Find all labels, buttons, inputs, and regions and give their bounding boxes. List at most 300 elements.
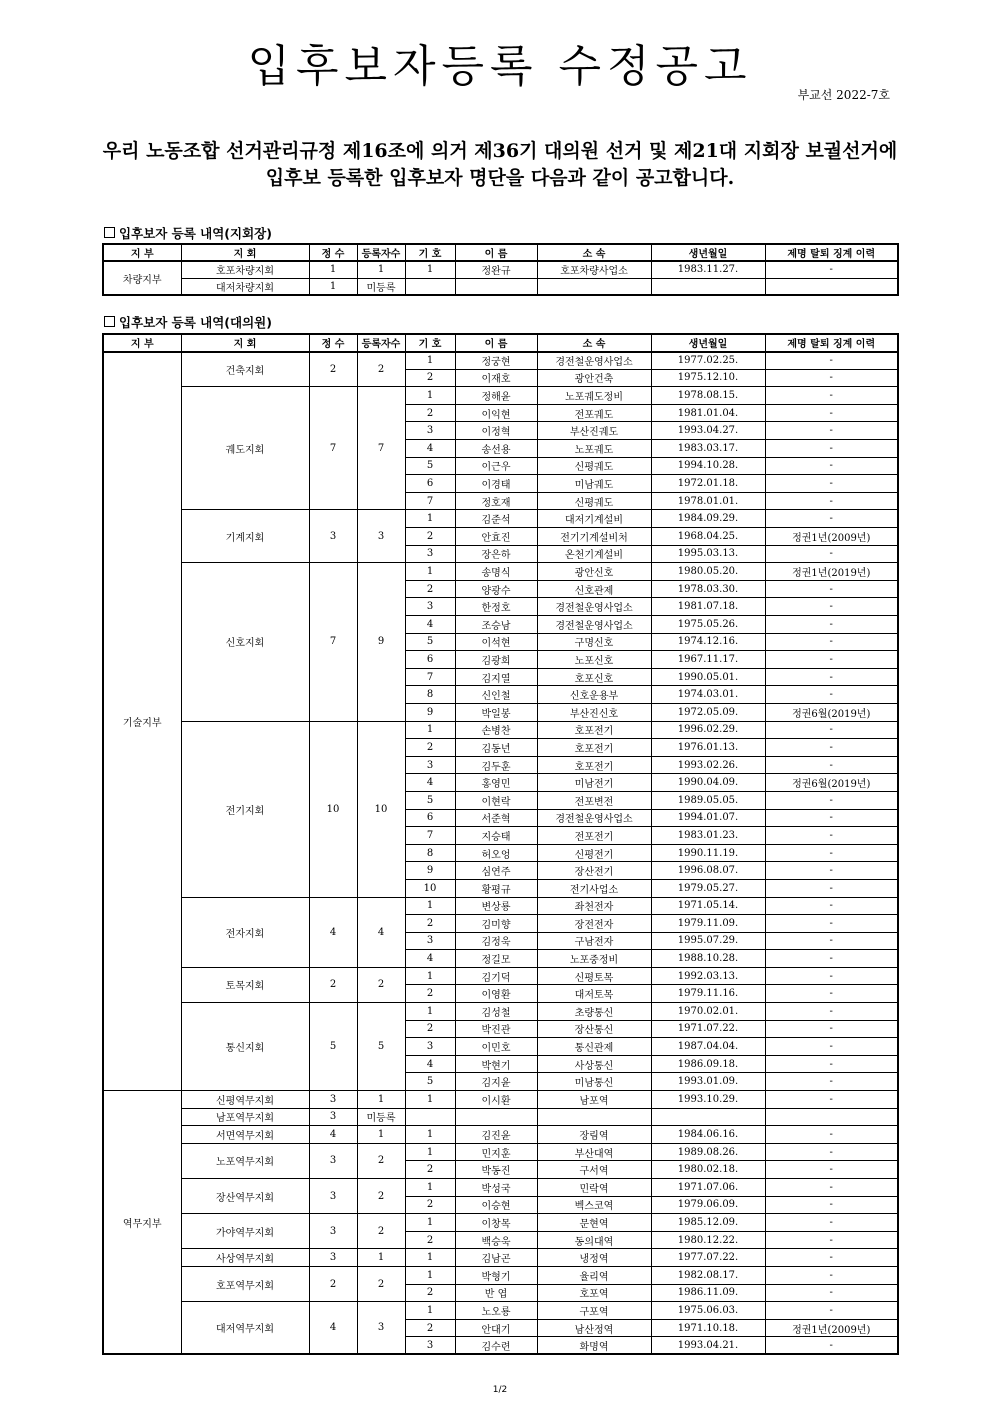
candidate-discipline-record: - — [765, 1143, 898, 1161]
candidate-affiliation: 전포변전 — [537, 791, 651, 809]
header-affiliation: 소 속 — [537, 244, 651, 261]
candidate-name: 정해윤 — [455, 387, 537, 405]
candidate-affiliation: 광안신호 — [537, 563, 651, 581]
candidate-number: 4 — [405, 1055, 455, 1073]
candidate-discipline-record: 정권6월(2019년) — [765, 703, 898, 721]
candidate-number: 3 — [405, 545, 455, 563]
candidate-number: 2 — [405, 580, 455, 598]
registered-count-cell: 3 — [357, 1302, 405, 1355]
candidate-affiliation: 전기사업소 — [537, 879, 651, 897]
candidate-name: 김남곤 — [455, 1249, 537, 1267]
candidate-number: 2 — [405, 1284, 455, 1302]
candidate-discipline-record: - — [765, 1284, 898, 1302]
candidate-name: 박동진 — [455, 1161, 537, 1179]
candidate-number: 3 — [405, 932, 455, 950]
candidate-number: 2 — [405, 1196, 455, 1214]
candidate-discipline-record: - — [765, 756, 898, 774]
candidate-affiliation: 장산전기 — [537, 862, 651, 880]
candidate-discipline-record: 정권1년(2019년) — [765, 563, 898, 581]
branch-cell: 역무지부 — [103, 1091, 181, 1355]
registered-count-cell: 1 — [357, 1126, 405, 1144]
candidate-name: 김동년 — [455, 739, 537, 757]
candidate-number: 2 — [405, 739, 455, 757]
empty-cell — [765, 278, 898, 295]
candidate-affiliation: 신호관제 — [537, 580, 651, 598]
candidate-name: 정완규 — [455, 261, 537, 278]
candidate-number: 1 — [405, 1179, 455, 1197]
header-birthdate: 생년월일 — [651, 334, 765, 352]
candidate-affiliation: 대저토목 — [537, 985, 651, 1003]
header-branch: 지 부 — [103, 244, 181, 261]
table-row — [103, 1108, 898, 1126]
candidate-birthdate: 1993.10.29. — [651, 1091, 765, 1109]
candidate-affiliation: 경전철운영사업소 — [537, 809, 651, 827]
candidate-birthdate: 1979.11.09. — [651, 915, 765, 933]
candidate-discipline-record: - — [765, 844, 898, 862]
empty-cell — [765, 1108, 898, 1126]
candidate-discipline-record: - — [765, 1126, 898, 1144]
header-name: 이 름 — [455, 334, 537, 352]
checkbox-icon — [104, 316, 115, 327]
candidate-discipline-record: - — [765, 440, 898, 458]
candidate-name: 안효진 — [455, 528, 537, 546]
candidate-number: 2 — [405, 1319, 455, 1337]
candidate-name: 변상룡 — [455, 897, 537, 915]
candidate-discipline-record: - — [765, 1231, 898, 1249]
candidate-birthdate: 1992.03.13. — [651, 967, 765, 985]
section-title-text: 입후보자 등록 내역(지회장) — [119, 226, 272, 241]
candidate-name: 안대기 — [455, 1319, 537, 1337]
candidate-name: 김성철 — [455, 1003, 537, 1021]
candidate-affiliation: 부산진신호 — [537, 703, 651, 721]
quota-cell: 3 — [309, 1179, 357, 1214]
candidate-discipline-record: - — [765, 1196, 898, 1214]
candidate-affiliation: 구남전자 — [537, 932, 651, 950]
candidate-number: 1 — [405, 563, 455, 581]
candidate-name: 이익현 — [455, 404, 537, 422]
candidate-discipline-record: - — [765, 897, 898, 915]
candidate-discipline-record: - — [765, 404, 898, 422]
candidate-affiliation: 미남통신 — [537, 1073, 651, 1091]
candidate-name: 지승태 — [455, 827, 537, 845]
candidate-affiliation: 전포전기 — [537, 827, 651, 845]
candidate-name: 이영환 — [455, 985, 537, 1003]
candidate-affiliation: 남산정역 — [537, 1319, 651, 1337]
candidate-name: 장은하 — [455, 545, 537, 563]
candidate-name: 손병찬 — [455, 721, 537, 739]
candidate-affiliation: 벡스코역 — [537, 1196, 651, 1214]
candidate-name: 이석현 — [455, 633, 537, 651]
candidate-number: 1 — [405, 387, 455, 405]
candidate-birthdate: 1972.05.09. — [651, 703, 765, 721]
candidate-number: 5 — [405, 791, 455, 809]
candidate-number: 1 — [405, 352, 455, 370]
candidate-discipline-record: - — [765, 686, 898, 704]
branch-chief-candidates-table — [102, 243, 899, 296]
chapter-cell: 서면역무지회 — [181, 1126, 309, 1144]
candidate-number: 5 — [405, 633, 455, 651]
candidate-name: 신인철 — [455, 686, 537, 704]
candidate-discipline-record: - — [765, 1038, 898, 1056]
candidate-affiliation: 호포차량사업소 — [537, 261, 651, 278]
table-row — [103, 1126, 898, 1144]
header-number: 기 호 — [405, 334, 455, 352]
candidate-birthdate: 1988.10.28. — [651, 950, 765, 968]
candidate-number: 4 — [405, 950, 455, 968]
candidate-number: 1 — [405, 1302, 455, 1320]
candidate-affiliation: 사상통신 — [537, 1055, 651, 1073]
candidate-discipline-record: - — [765, 827, 898, 845]
candidate-discipline-record: - — [765, 369, 898, 387]
candidate-birthdate: 1993.04.21. — [651, 1337, 765, 1355]
page-title: 입후보자등록 수정공고 — [247, 41, 753, 92]
empty-cell — [455, 278, 537, 295]
candidate-affiliation: 구명신호 — [537, 633, 651, 651]
candidate-birthdate: 1977.07.22. — [651, 1249, 765, 1267]
candidate-number: 3 — [405, 422, 455, 440]
candidate-affiliation: 경전철운영사업소 — [537, 352, 651, 370]
table-row — [103, 387, 898, 405]
candidate-name: 박성국 — [455, 1179, 537, 1197]
candidate-discipline-record: 정권1년(2009년) — [765, 528, 898, 546]
table-row — [103, 967, 898, 985]
candidate-discipline-record: - — [765, 261, 898, 278]
candidate-birthdate: 1989.05.05. — [651, 791, 765, 809]
chapter-cell: 사상역무지회 — [181, 1249, 309, 1267]
header-affiliation: 소 속 — [537, 334, 651, 352]
candidate-name: 송명식 — [455, 563, 537, 581]
header-count: 등록자수 — [357, 244, 405, 261]
candidate-affiliation: 전포궤도 — [537, 404, 651, 422]
branch-cell: 기술지부 — [103, 352, 181, 1091]
registered-count-cell: 2 — [357, 1214, 405, 1249]
candidate-affiliation: 전기기계설비처 — [537, 528, 651, 546]
candidate-discipline-record: - — [765, 651, 898, 669]
quota-cell: 3 — [309, 510, 357, 563]
chapter-cell: 장산역무지회 — [181, 1179, 309, 1214]
candidate-name: 백승욱 — [455, 1231, 537, 1249]
candidate-name: 이재호 — [455, 369, 537, 387]
candidate-name: 이시환 — [455, 1091, 537, 1109]
candidate-name: 정궁현 — [455, 352, 537, 370]
candidate-number: 2 — [405, 528, 455, 546]
candidate-name: 박진관 — [455, 1020, 537, 1038]
candidate-number: 1 — [405, 1249, 455, 1267]
candidate-affiliation: 율리역 — [537, 1266, 651, 1284]
candidate-number: 2 — [405, 1161, 455, 1179]
candidate-affiliation: 노포중정비 — [537, 950, 651, 968]
candidate-name: 김두훈 — [455, 756, 537, 774]
candidate-birthdate: 1989.08.26. — [651, 1143, 765, 1161]
candidate-affiliation: 동의대역 — [537, 1231, 651, 1249]
candidate-affiliation: 경전철운영사업소 — [537, 598, 651, 616]
chapter-cell: 신호지회 — [181, 563, 309, 721]
candidate-birthdate: 1993.04.27. — [651, 422, 765, 440]
candidate-birthdate: 1976.01.13. — [651, 739, 765, 757]
candidate-discipline-record: - — [765, 598, 898, 616]
candidate-discipline-record: - — [765, 1091, 898, 1109]
table-row — [103, 1266, 898, 1284]
quota-cell: 4 — [309, 1126, 357, 1144]
candidate-affiliation: 노포신호 — [537, 651, 651, 669]
candidate-birthdate: 1995.03.13. — [651, 545, 765, 563]
candidate-birthdate: 1990.11.19. — [651, 844, 765, 862]
table-row — [103, 1003, 898, 1021]
candidate-birthdate: 1981.01.04. — [651, 404, 765, 422]
empty-cell — [405, 1108, 455, 1126]
candidate-discipline-record: - — [765, 387, 898, 405]
empty-cell — [651, 278, 765, 295]
candidate-name: 이승현 — [455, 1196, 537, 1214]
header-row — [103, 244, 898, 261]
candidate-number: 1 — [405, 1266, 455, 1284]
candidate-affiliation: 장전전자 — [537, 915, 651, 933]
candidate-name: 허오엉 — [455, 844, 537, 862]
candidate-name: 김진윤 — [455, 1126, 537, 1144]
chapter-cell: 남포역무지회 — [181, 1108, 309, 1126]
table-row — [103, 278, 898, 295]
candidate-number: 1 — [405, 1091, 455, 1109]
quota-cell: 2 — [309, 967, 357, 1002]
candidate-name: 김지열 — [455, 668, 537, 686]
candidate-birthdate: 1983.03.17. — [651, 440, 765, 458]
candidate-number: 1 — [405, 1126, 455, 1144]
candidate-affiliation: 호포전기 — [537, 721, 651, 739]
section-title-branch-chief — [104, 224, 272, 242]
chapter-cell: 기계지회 — [181, 510, 309, 563]
candidate-number: 1 — [405, 510, 455, 528]
candidate-affiliation: 냉정역 — [537, 1249, 651, 1267]
candidate-birthdate: 1975.12.10. — [651, 369, 765, 387]
candidate-number: 7 — [405, 492, 455, 510]
candidate-birthdate: 1993.01.09. — [651, 1073, 765, 1091]
chapter-cell: 대저차량지회 — [181, 278, 309, 295]
candidate-affiliation: 초량통신 — [537, 1003, 651, 1021]
candidate-number: 2 — [405, 985, 455, 1003]
candidate-birthdate: 1971.07.06. — [651, 1179, 765, 1197]
header-chapter: 지 회 — [181, 244, 309, 261]
candidate-discipline-record: - — [765, 809, 898, 827]
registered-count-cell: 2 — [357, 1179, 405, 1214]
candidate-birthdate: 1975.06.03. — [651, 1302, 765, 1320]
candidate-birthdate: 1977.02.25. — [651, 352, 765, 370]
candidate-birthdate: 1987.04.04. — [651, 1038, 765, 1056]
candidate-discipline-record: - — [765, 967, 898, 985]
candidate-number: 2 — [405, 1231, 455, 1249]
candidate-birthdate: 1996.02.29. — [651, 721, 765, 739]
table-row — [103, 1249, 898, 1267]
empty-cell — [537, 1108, 651, 1126]
candidate-affiliation: 미남궤도 — [537, 475, 651, 493]
candidate-number: 1 — [405, 897, 455, 915]
table-row — [103, 1179, 898, 1197]
header-branch: 지 부 — [103, 334, 181, 352]
chapter-cell: 호포차량지회 — [181, 261, 309, 278]
candidate-discipline-record: - — [765, 1020, 898, 1038]
candidate-birthdate: 1985.12.09. — [651, 1214, 765, 1232]
candidate-birthdate: 1984.06.16. — [651, 1126, 765, 1144]
registered-count-cell: 5 — [357, 1003, 405, 1091]
table-row — [103, 352, 898, 370]
quota-cell: 5 — [309, 1003, 357, 1091]
candidate-number: 4 — [405, 616, 455, 634]
candidate-discipline-record: - — [765, 1073, 898, 1091]
empty-cell — [455, 1108, 537, 1126]
quota-cell: 1 — [309, 261, 357, 278]
registered-count-cell: 2 — [357, 352, 405, 387]
registered-count-cell: 9 — [357, 563, 405, 721]
header-name: 이 름 — [455, 244, 537, 261]
header-row — [103, 334, 898, 352]
candidate-birthdate: 1980.05.20. — [651, 563, 765, 581]
candidate-birthdate: 1983.01.23. — [651, 827, 765, 845]
chapter-cell: 건축지회 — [181, 352, 309, 387]
candidate-discipline-record: - — [765, 1249, 898, 1267]
table-row — [103, 510, 898, 528]
quota-cell: 4 — [309, 897, 357, 967]
candidate-birthdate: 1975.05.26. — [651, 616, 765, 634]
intro-paragraph: 우리 노동조합 선거관리규정 제16조에 의거 제36기 대의원 선거 및 제21대 지회장 보궐선거에 입후보 등록한 입후보자 명단을 다음과 같이 공고합니다. — [102, 140, 898, 189]
candidate-discipline-record: - — [765, 985, 898, 1003]
candidate-name: 박형기 — [455, 1266, 537, 1284]
candidate-affiliation: 노포궤도정비 — [537, 387, 651, 405]
candidate-number: 9 — [405, 862, 455, 880]
quota-cell: 3 — [309, 1108, 357, 1126]
candidate-affiliation: 대저기계설비 — [537, 510, 651, 528]
candidate-number: 5 — [405, 457, 455, 475]
candidate-affiliation: 민락역 — [537, 1179, 651, 1197]
candidate-birthdate: 1986.11.09. — [651, 1284, 765, 1302]
candidate-affiliation: 온천기계설비 — [537, 545, 651, 563]
candidate-discipline-record: - — [765, 422, 898, 440]
candidate-birthdate: 1967.11.17. — [651, 651, 765, 669]
candidate-name: 김미향 — [455, 915, 537, 933]
candidate-number: 7 — [405, 827, 455, 845]
candidate-number: 9 — [405, 703, 455, 721]
candidate-affiliation: 통신관제 — [537, 1038, 651, 1056]
registered-count-cell: 4 — [357, 897, 405, 967]
candidate-birthdate: 1974.03.01. — [651, 686, 765, 704]
candidate-affiliation: 신평전기 — [537, 844, 651, 862]
candidate-affiliation: 남포역 — [537, 1091, 651, 1109]
section-title-delegates — [104, 313, 272, 331]
candidate-discipline-record: - — [765, 457, 898, 475]
candidate-birthdate: 1979.11.16. — [651, 985, 765, 1003]
candidate-discipline-record: - — [765, 791, 898, 809]
registered-count-cell: 10 — [357, 721, 405, 897]
candidate-number: 1 — [405, 967, 455, 985]
table-row — [103, 261, 898, 278]
empty-cell — [537, 278, 651, 295]
table-row — [103, 563, 898, 581]
candidate-discipline-record: - — [765, 879, 898, 897]
candidate-name: 김기덕 — [455, 967, 537, 985]
candidate-discipline-record: - — [765, 668, 898, 686]
header-number: 기 호 — [405, 244, 455, 261]
candidate-name: 정길모 — [455, 950, 537, 968]
candidate-birthdate: 1971.05.14. — [651, 897, 765, 915]
header-discipline: 제명 탈퇴 징계 이력 — [765, 334, 898, 352]
candidate-number: 3 — [405, 1038, 455, 1056]
table-row — [103, 1214, 898, 1232]
candidate-birthdate: 1978.03.30. — [651, 580, 765, 598]
candidate-birthdate: 1972.01.18. — [651, 475, 765, 493]
candidate-discipline-record: - — [765, 950, 898, 968]
candidate-birthdate: 1986.09.18. — [651, 1055, 765, 1073]
candidate-discipline-record: - — [765, 633, 898, 651]
candidate-birthdate: 1982.08.17. — [651, 1266, 765, 1284]
candidate-discipline-record: - — [765, 1214, 898, 1232]
candidate-discipline-record: - — [765, 1337, 898, 1355]
candidate-discipline-record: - — [765, 580, 898, 598]
candidate-birthdate: 1994.01.07. — [651, 809, 765, 827]
candidate-number: 2 — [405, 1020, 455, 1038]
candidate-affiliation: 구포역 — [537, 1302, 651, 1320]
chapter-cell: 전기지회 — [181, 721, 309, 897]
candidate-birthdate: 1978.01.01. — [651, 492, 765, 510]
quota-cell: 3 — [309, 1249, 357, 1267]
chapter-cell: 토목지회 — [181, 967, 309, 1002]
registered-count-cell: 1 — [357, 1249, 405, 1267]
candidate-name: 한정호 — [455, 598, 537, 616]
candidate-name: 황평규 — [455, 879, 537, 897]
candidate-affiliation: 호포전기 — [537, 756, 651, 774]
candidate-affiliation: 호포역 — [537, 1284, 651, 1302]
quota-cell: 3 — [309, 1143, 357, 1178]
candidate-affiliation: 부산진궤도 — [537, 422, 651, 440]
quota-cell: 3 — [309, 1214, 357, 1249]
candidate-discipline-record: - — [765, 1179, 898, 1197]
registered-count-cell: 1 — [357, 1091, 405, 1109]
candidate-affiliation: 신평토목 — [537, 967, 651, 985]
candidate-affiliation: 경전철운영사업소 — [537, 616, 651, 634]
quota-cell: 4 — [309, 1302, 357, 1355]
candidate-discipline-record: - — [765, 492, 898, 510]
candidate-name: 김지윤 — [455, 1073, 537, 1091]
header-discipline: 제명 탈퇴 징계 이력 — [765, 244, 898, 261]
candidate-birthdate: 1990.04.09. — [651, 774, 765, 792]
candidate-birthdate: 1984.09.29. — [651, 510, 765, 528]
candidate-number: 1 — [405, 1003, 455, 1021]
chapter-cell: 가야역무지회 — [181, 1214, 309, 1249]
header-birthdate: 생년월일 — [651, 244, 765, 261]
empty-cell — [651, 1108, 765, 1126]
delegate-candidates-table — [102, 333, 899, 1355]
candidate-number: 10 — [405, 879, 455, 897]
candidate-discipline-record: - — [765, 352, 898, 370]
registered-count-cell: 2 — [357, 1266, 405, 1301]
registered-count-cell: 미등록 — [357, 1108, 405, 1126]
chapter-cell: 노포역무지회 — [181, 1143, 309, 1178]
candidate-name: 김준석 — [455, 510, 537, 528]
candidate-name: 이민호 — [455, 1038, 537, 1056]
candidate-discipline-record: 정권1년(2009년) — [765, 1319, 898, 1337]
header-quota: 정 수 — [309, 244, 357, 261]
quota-cell: 7 — [309, 563, 357, 721]
section-title-text: 입후보자 등록 내역(대의원) — [119, 315, 272, 330]
registered-count-cell: 미등록 — [357, 278, 405, 295]
candidate-name: 김광희 — [455, 651, 537, 669]
candidate-birthdate: 1981.07.18. — [651, 598, 765, 616]
candidate-birthdate: 1971.07.22. — [651, 1020, 765, 1038]
candidate-birthdate: 1980.12.22. — [651, 1231, 765, 1249]
candidate-birthdate: 1996.08.07. — [651, 862, 765, 880]
candidate-birthdate: 1979.06.09. — [651, 1196, 765, 1214]
candidate-discipline-record: - — [765, 616, 898, 634]
candidate-number: 1 — [405, 261, 455, 278]
candidate-affiliation: 호포신호 — [537, 668, 651, 686]
candidate-discipline-record: - — [765, 739, 898, 757]
